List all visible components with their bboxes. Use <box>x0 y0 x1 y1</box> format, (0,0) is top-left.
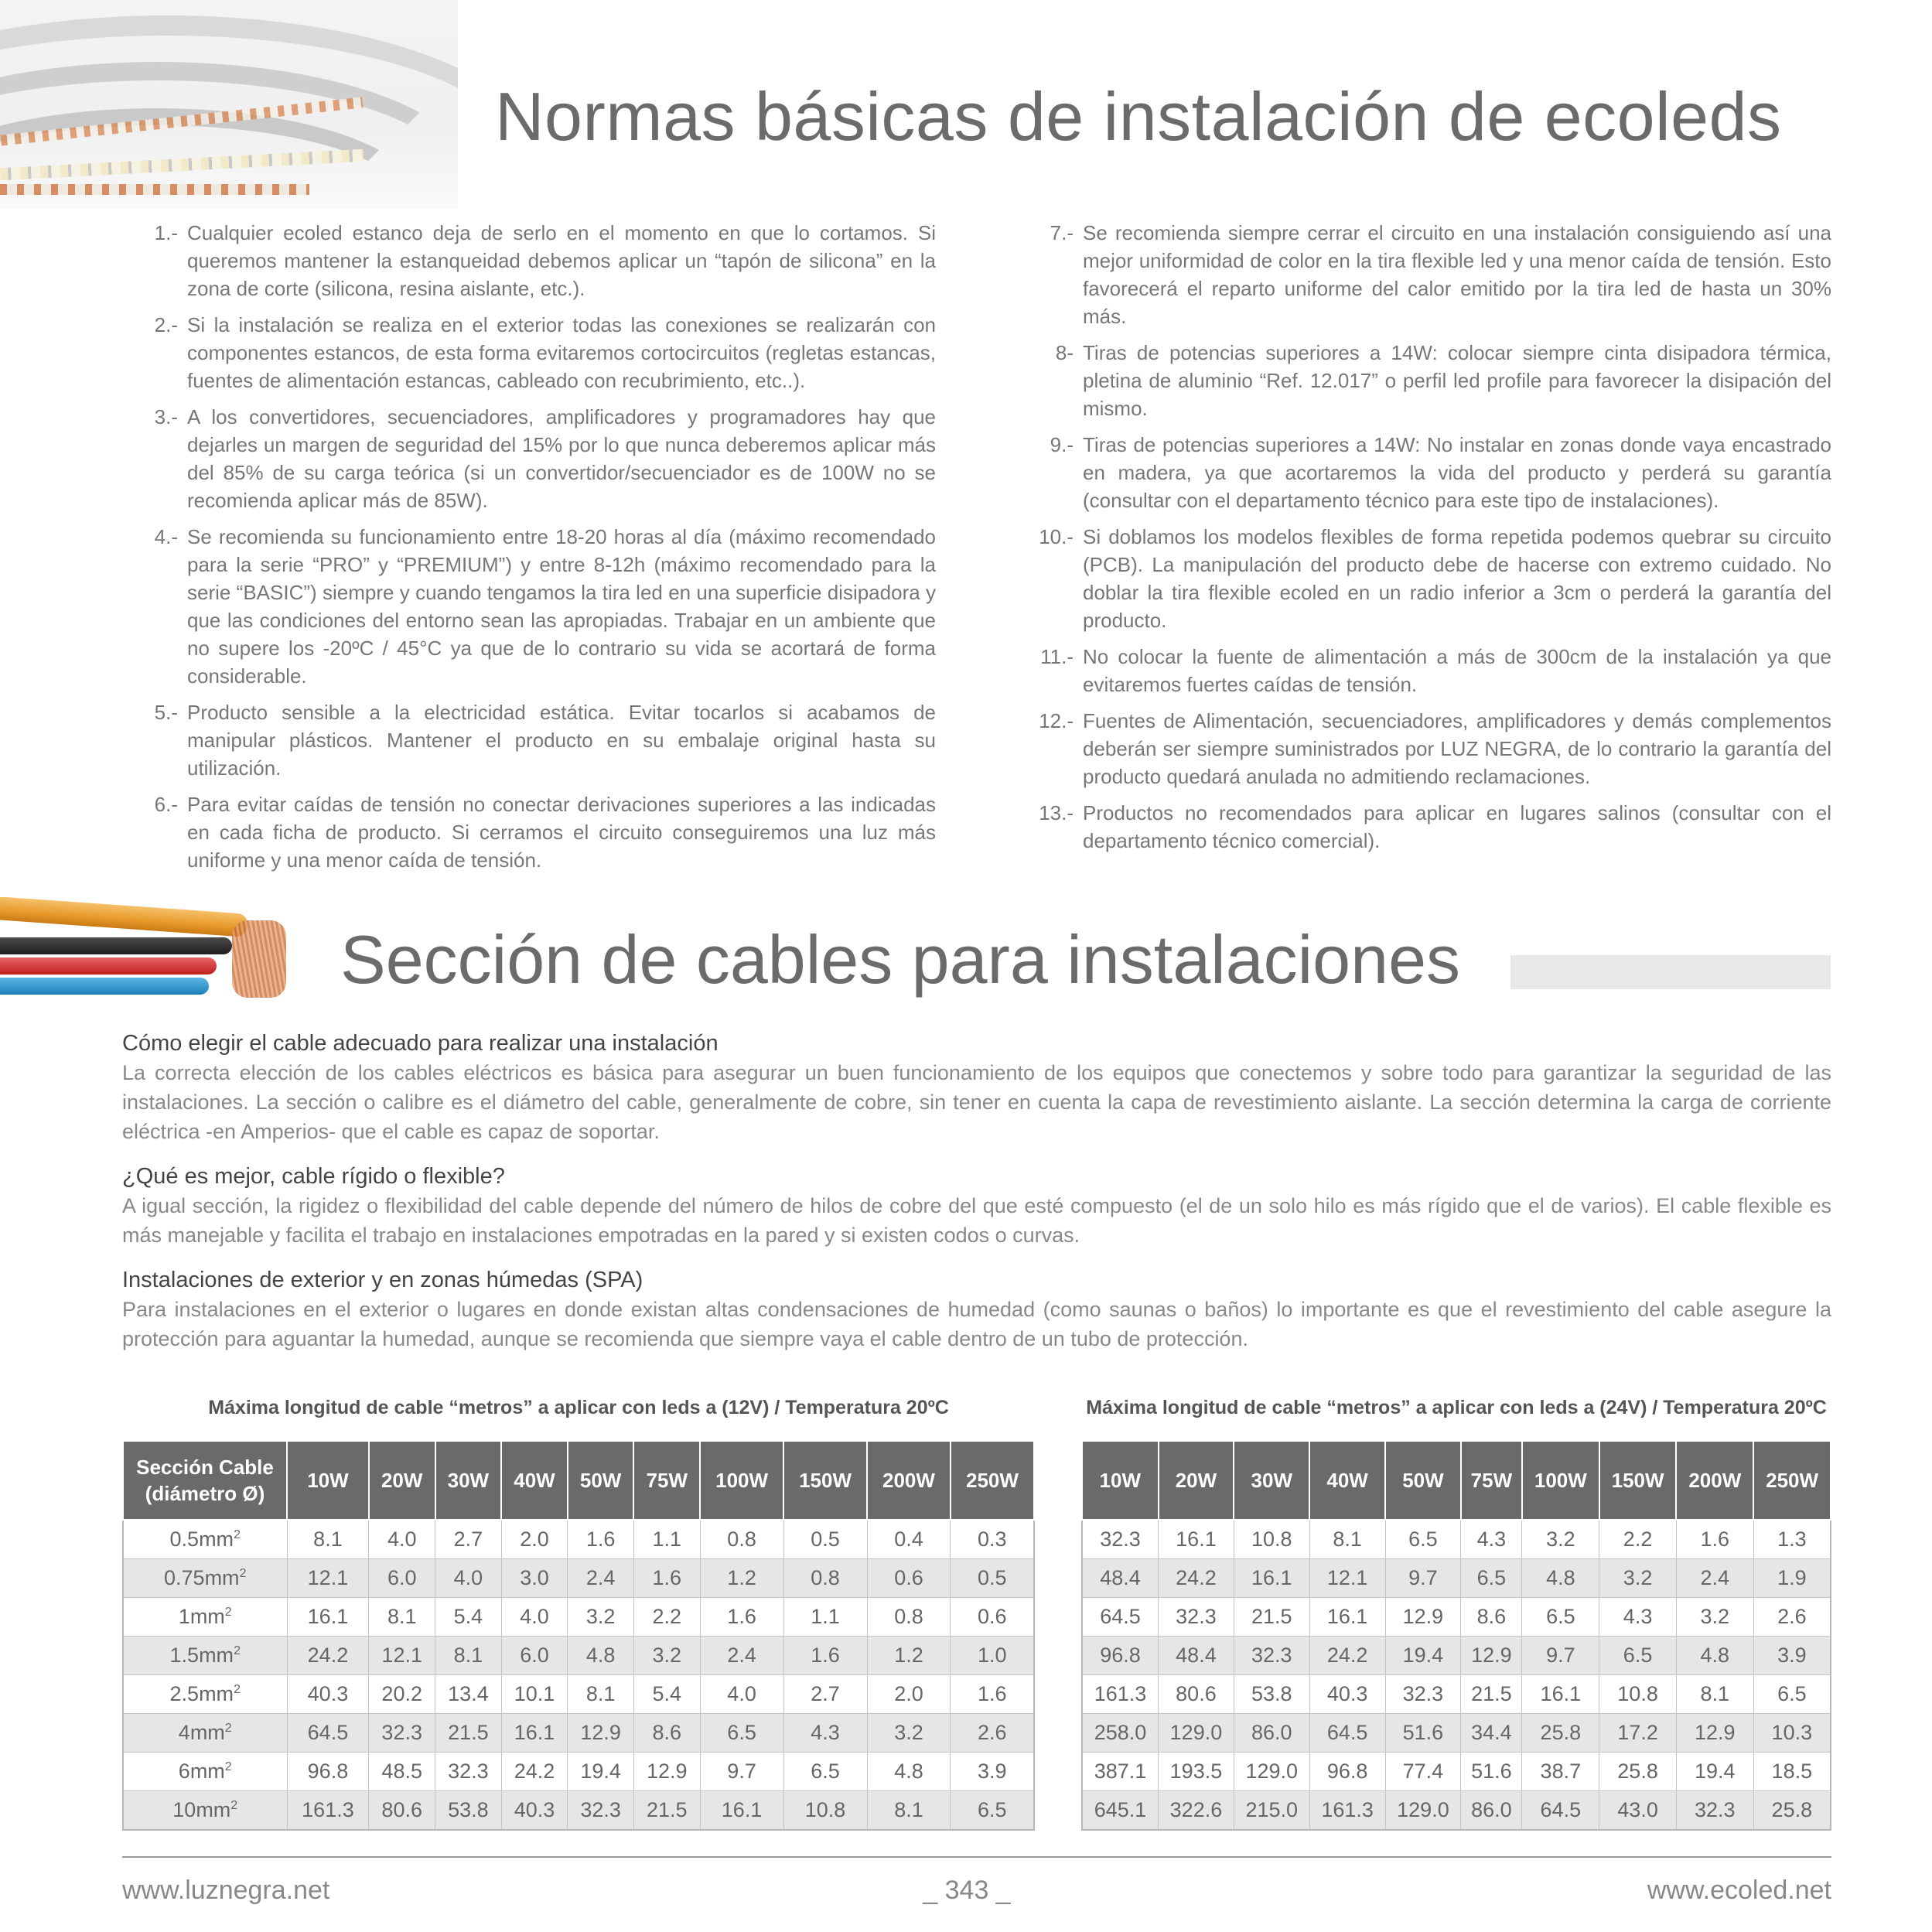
table-cell: 16.1 <box>287 1598 369 1637</box>
table-cell: 2.6 <box>951 1714 1034 1753</box>
table-cell: 32.3 <box>1082 1520 1159 1559</box>
rule-text: Producto sensible a la electricidad estática. Evitar tocarlos si acabamos de manipular plásticos. Mantener el producto en su embalaje original hasta su utilización. <box>187 701 936 780</box>
table-cell: 40.3 <box>1309 1675 1385 1714</box>
table-cell: 77.4 <box>1385 1753 1461 1791</box>
table-cell: 6.5 <box>1461 1559 1522 1598</box>
table-cell: 51.6 <box>1385 1714 1461 1753</box>
table-row <box>123 1791 1034 1831</box>
table-cell: 2.4 <box>568 1559 634 1598</box>
rule-number: 11.- <box>1040 645 1074 668</box>
table-cell: 1.0 <box>951 1637 1034 1675</box>
rules-right-column <box>1019 219 1831 863</box>
column-header: 50W <box>1385 1441 1461 1520</box>
rule-item <box>1019 431 1831 514</box>
cable-image <box>0 897 294 1005</box>
rule-text: Fuentes de Alimentación, secuenciadores, amplificadores y demás complementos deberán ser siempre suministrados por LUZ NEGRA, de lo contrario la garantía del producto quedará anulada no admitiendo reclamaciones. <box>1083 709 1831 788</box>
header-section-cable <box>123 1441 287 1520</box>
table-cell: 0.4 <box>867 1520 951 1559</box>
rule-item <box>124 311 936 394</box>
table-cell: 64.5 <box>1522 1791 1599 1831</box>
table-cell: 16.1 <box>1522 1675 1599 1714</box>
table-cell: 193.5 <box>1159 1753 1234 1791</box>
section-heading: Cómo elegir el cable adecuado para realizar una instalación <box>122 1031 719 1056</box>
table-cell: 10.8 <box>1234 1520 1309 1559</box>
page-number: _ 343 _ <box>923 1876 1011 1905</box>
table-cell: 12.1 <box>287 1559 369 1598</box>
table-cell: 6.5 <box>700 1714 783 1753</box>
table-cell: 4.8 <box>1522 1559 1599 1598</box>
table-cell: 387.1 <box>1082 1753 1159 1791</box>
table-cell: 64.5 <box>287 1714 369 1753</box>
rule-item <box>1019 799 1831 855</box>
table-row <box>1082 1753 1831 1791</box>
table-cell: 1.6 <box>700 1598 783 1637</box>
table-cell: 8.1 <box>1676 1675 1753 1714</box>
table-cell: 4.0 <box>435 1559 502 1598</box>
table-12v <box>122 1440 1035 1831</box>
table-cell: 3.2 <box>1599 1559 1677 1598</box>
rule-number: 1.- <box>154 221 178 244</box>
rule-item <box>124 403 936 514</box>
table-cell: 48.4 <box>1159 1637 1234 1675</box>
table-cell: 43.0 <box>1599 1791 1677 1831</box>
led-strip-image <box>0 0 458 209</box>
table-cell: 32.3 <box>1385 1675 1461 1714</box>
table-cell: 86.0 <box>1234 1714 1309 1753</box>
section-heading: ¿Qué es mejor, cable rígido o flexible? <box>122 1164 505 1189</box>
table-cell: 3.9 <box>951 1753 1034 1791</box>
column-header: 20W <box>1159 1441 1234 1520</box>
unit-superscript: 2 <box>224 1722 232 1735</box>
table-cell: 0.3 <box>951 1520 1034 1559</box>
table-cell: 21.5 <box>1461 1675 1522 1714</box>
table-cell: 3.2 <box>633 1637 700 1675</box>
table-cell: 86.0 <box>1461 1791 1522 1831</box>
column-header: 30W <box>435 1441 502 1520</box>
rule-item <box>1019 523 1831 634</box>
section-label: 2.5mm <box>169 1682 234 1705</box>
rule-item <box>124 698 936 782</box>
row-label-cell <box>123 1637 287 1675</box>
table-cell: 1.2 <box>867 1637 951 1675</box>
table-cell: 51.6 <box>1461 1753 1522 1791</box>
table-cell: 10.3 <box>1753 1714 1831 1753</box>
rule-number: 10.- <box>1039 525 1074 548</box>
table-cell: 96.8 <box>1309 1753 1385 1791</box>
table-cell: 8.1 <box>867 1791 951 1831</box>
rule-item <box>1019 707 1831 790</box>
column-header: 20W <box>369 1441 435 1520</box>
table-row <box>1082 1637 1831 1675</box>
table-cell: 161.3 <box>287 1791 369 1831</box>
footer-divider <box>122 1856 1831 1858</box>
table-cell: 38.7 <box>1522 1753 1599 1791</box>
table-cell: 40.3 <box>287 1675 369 1714</box>
table-cell: 6.5 <box>1522 1598 1599 1637</box>
table-cell: 4.8 <box>568 1637 634 1675</box>
table-row <box>1082 1598 1831 1637</box>
section-label: 1.5mm <box>169 1644 234 1667</box>
table-cell: 4.3 <box>1599 1598 1677 1637</box>
rules-left-column <box>124 219 936 882</box>
table-cell: 53.8 <box>435 1791 502 1831</box>
rule-number: 9.- <box>1050 433 1074 456</box>
table-cell: 13.4 <box>435 1675 502 1714</box>
table-cell: 32.3 <box>1234 1637 1309 1675</box>
rule-number: 3.- <box>154 405 178 428</box>
table-cell: 2.4 <box>1676 1559 1753 1598</box>
column-header: 200W <box>1676 1441 1753 1520</box>
rule-text: Cualquier ecoled estanco deja de serlo en el momento en que lo cortamos. Si queremos mantener la estanqueidad debemos aplicar un “tapón de silicona” en la zona de corte (silicona, resina aislante, etc.). <box>187 221 936 300</box>
rule-text: Se recomienda siempre cerrar el circuito en una instalación consiguiendo así una mejor uniformidad de color en la tira flexible led y una menor caída de tensión. Esto favorecerá el reparto uniforme del calor emitido por la tira led de hasta un 30% más. <box>1083 221 1831 328</box>
table-cell: 8.1 <box>568 1675 634 1714</box>
row-label-cell <box>123 1791 287 1831</box>
table-cell: 25.8 <box>1522 1714 1599 1753</box>
table-cell: 2.2 <box>1599 1520 1677 1559</box>
table-cell: 96.8 <box>1082 1637 1159 1675</box>
table-cell: 34.4 <box>1461 1714 1522 1753</box>
table-cell: 2.2 <box>633 1598 700 1637</box>
rule-item <box>1019 643 1831 698</box>
table-cell: 64.5 <box>1082 1598 1159 1637</box>
section-label: 0.75mm <box>164 1566 240 1589</box>
section-label: 4mm <box>178 1721 225 1744</box>
table-cell: 1.6 <box>568 1520 634 1559</box>
section-body: Para instalaciones en el exterior o lugares en donde existan altas condensaciones de humedad (como saunas o baños) lo importante es que el revestimiento del cable asegure la protección para aguantar la humedad, aunque se recomienda que siempre vaya el cable dentro de un tubo de protección. <box>122 1298 1831 1350</box>
table-cell: 0.5 <box>783 1520 867 1559</box>
rule-item <box>1019 339 1831 422</box>
table-cell: 5.4 <box>435 1598 502 1637</box>
table-cell: 6.5 <box>783 1753 867 1791</box>
table-row <box>1082 1520 1831 1559</box>
table-cell: 8.1 <box>1309 1520 1385 1559</box>
section-label: 6mm <box>178 1760 225 1783</box>
table-cell: 12.9 <box>1461 1637 1522 1675</box>
title-decoration-bar <box>1510 955 1831 989</box>
table-cell: 16.1 <box>501 1714 568 1753</box>
table-cell: 6.5 <box>951 1791 1034 1831</box>
rule-item <box>124 219 936 302</box>
column-header: 200W <box>867 1441 951 1520</box>
row-label-cell <box>123 1520 287 1559</box>
table-cell: 21.5 <box>1234 1598 1309 1637</box>
table-cell: 215.0 <box>1234 1791 1309 1831</box>
table-row <box>123 1637 1034 1675</box>
column-header: 100W <box>700 1441 783 1520</box>
table-cell: 12.9 <box>1676 1714 1753 1753</box>
unit-superscript: 2 <box>234 1683 241 1696</box>
table-row <box>123 1598 1034 1637</box>
table-row <box>123 1520 1034 1559</box>
header-line1: Sección Cable <box>136 1456 274 1479</box>
column-header: 150W <box>1599 1441 1677 1520</box>
table-cell: 32.3 <box>568 1791 634 1831</box>
rule-number: 13.- <box>1039 801 1074 824</box>
table-cell: 161.3 <box>1082 1675 1159 1714</box>
rule-number: 7.- <box>1050 221 1074 244</box>
table-cell: 161.3 <box>1309 1791 1385 1831</box>
column-header: 10W <box>287 1441 369 1520</box>
table-cell: 16.1 <box>1309 1598 1385 1637</box>
table-row <box>123 1675 1034 1714</box>
table-cell: 64.5 <box>1309 1714 1385 1753</box>
table-cell: 258.0 <box>1082 1714 1159 1753</box>
section-choose-cable <box>122 1029 1831 1146</box>
table-cell: 4.0 <box>501 1598 568 1637</box>
table-cell: 6.5 <box>1753 1675 1831 1714</box>
unit-superscript: 2 <box>224 1760 232 1773</box>
table-cell: 32.3 <box>1676 1791 1753 1831</box>
table-cell: 6.5 <box>1385 1520 1461 1559</box>
table-cell: 1.1 <box>783 1598 867 1637</box>
rule-item <box>1019 219 1831 330</box>
rule-text: Tiras de potencias superiores a 14W: No instalar en zonas donde vaya encastrado en madera, ya que acortaremos la vida del producto y perderá su garantía (consultar con el departamento técnico para este tipo de instalaciones). <box>1083 433 1831 512</box>
table-cell: 2.6 <box>1753 1598 1831 1637</box>
table-cell: 19.4 <box>568 1753 634 1791</box>
table-cell: 0.8 <box>700 1520 783 1559</box>
section-body: La correcta elección de los cables eléctricos es básica para asegurar un buen funcionamiento de los equipos que conectemos y sobre todo para garantizar la seguridad de las instalaciones. La sección o calibre es el diámetro del cable, generalmente de cobre, sin tener en cuenta la capa de revestimiento aislante. La sección determina la carga de corriente eléctrica -en Amperios- que el cable es capaz de soportar. <box>122 1061 1831 1143</box>
row-label-cell <box>123 1598 287 1637</box>
table-row <box>1082 1714 1831 1753</box>
table-cell: 96.8 <box>287 1753 369 1791</box>
table-cell: 32.3 <box>435 1753 502 1791</box>
table-cell: 19.4 <box>1385 1637 1461 1675</box>
unit-superscript: 2 <box>234 1644 241 1657</box>
footer-link-luznegra[interactable]: www.luznegra.net <box>122 1876 330 1905</box>
column-header: 30W <box>1234 1441 1309 1520</box>
rule-text: Productos no recomendados para aplicar en lugares salinos (consultar con el departamento técnico comercial). <box>1083 801 1831 852</box>
column-header: 40W <box>501 1441 568 1520</box>
table-cell: 10.1 <box>501 1675 568 1714</box>
table-cell: 16.1 <box>1159 1520 1234 1559</box>
table-cell: 1.9 <box>1753 1559 1831 1598</box>
table-cell: 24.2 <box>1309 1637 1385 1675</box>
table-cell: 48.4 <box>1082 1559 1159 1598</box>
table-cell: 129.0 <box>1385 1791 1461 1831</box>
table-cell: 3.2 <box>1676 1598 1753 1637</box>
table-cell: 2.7 <box>783 1675 867 1714</box>
table-row <box>123 1714 1034 1753</box>
column-header: 75W <box>633 1441 700 1520</box>
table-cell: 8.1 <box>435 1637 502 1675</box>
table-cell: 0.8 <box>867 1598 951 1637</box>
row-label-cell <box>123 1753 287 1791</box>
table-cell: 12.9 <box>568 1714 634 1753</box>
page-title: Normas básicas de instalación de ecoleds <box>495 78 1782 155</box>
table-cell: 2.0 <box>867 1675 951 1714</box>
rule-text: Se recomienda su funcionamiento entre 18-20 horas al día (máximo recomendado para la serie “PRO” y “PREMIUM”) y entre 8-12h (máximo recomendado para la serie “BASIC”) siempre y cuando tengamos la tira led en una superficie disipadora y que las condiciones del entorno sean las apropiadas. Trabajar en un ambiente que no supere los -20ºC / 45°C ya que de lo contrario su vida se acortará de forma considerable. <box>187 525 936 688</box>
table-cell: 5.4 <box>633 1675 700 1714</box>
table-cell: 24.2 <box>287 1637 369 1675</box>
rule-text: Si la instalación se realiza en el exterior todas las conexiones se realizarán con componentes estancos, de esta forma evitaremos cortocircuitos (regletas estancas, fuentes de alimentación estancas, cableado con recubrimiento, etc..). <box>187 313 936 392</box>
table-cell: 2.0 <box>501 1520 568 1559</box>
table-cell: 3.0 <box>501 1559 568 1598</box>
rule-text: No colocar la fuente de alimentación a más de 300cm de la instalación ya que evitaremos fuertes caídas de tensión. <box>1083 645 1831 696</box>
column-header: 10W <box>1082 1441 1159 1520</box>
table-cell: 12.9 <box>1385 1598 1461 1637</box>
table-cell: 0.6 <box>867 1559 951 1598</box>
table-cell: 3.2 <box>568 1598 634 1637</box>
table-24v <box>1081 1440 1831 1831</box>
table-24v-caption: Máxima longitud de cable “metros” a aplicar con leds a (24V) / Temperatura 20ºC <box>1086 1397 1827 1418</box>
footer-link-ecoled[interactable]: www.ecoled.net <box>1647 1876 1831 1905</box>
table-cell: 2.7 <box>435 1520 502 1559</box>
unit-superscript: 2 <box>234 1528 241 1541</box>
table-cell: 4.0 <box>700 1675 783 1714</box>
table-cell: 8.6 <box>633 1714 700 1753</box>
table-cell: 129.0 <box>1159 1714 1234 1753</box>
table-row <box>123 1753 1034 1791</box>
table-cell: 24.2 <box>501 1753 568 1791</box>
table-cell: 645.1 <box>1082 1791 1159 1831</box>
table-cell: 12.1 <box>369 1637 435 1675</box>
column-header: 50W <box>568 1441 634 1520</box>
table-cell: 1.6 <box>633 1559 700 1598</box>
table-cell: 1.6 <box>1676 1520 1753 1559</box>
column-header: 250W <box>1753 1441 1831 1520</box>
table-cell: 21.5 <box>435 1714 502 1753</box>
table-row <box>1082 1559 1831 1598</box>
table-cell: 21.5 <box>633 1791 700 1831</box>
table-cell: 19.4 <box>1676 1753 1753 1791</box>
table-cell: 3.2 <box>1522 1520 1599 1559</box>
rule-item <box>124 790 936 874</box>
table-row <box>1082 1791 1831 1831</box>
table-cell: 24.2 <box>1159 1559 1234 1598</box>
section-rigid-flexible <box>122 1162 1831 1250</box>
table-cell: 8.1 <box>287 1520 369 1559</box>
table-cell: 8.6 <box>1461 1598 1522 1637</box>
table-cell: 4.0 <box>369 1520 435 1559</box>
column-header: 40W <box>1309 1441 1385 1520</box>
table-cell: 16.1 <box>1234 1559 1309 1598</box>
table-cell: 17.2 <box>1599 1714 1677 1753</box>
rule-number: 5.- <box>154 701 178 724</box>
table-cell: 6.0 <box>501 1637 568 1675</box>
column-header: 100W <box>1522 1441 1599 1520</box>
unit-superscript: 2 <box>224 1606 232 1619</box>
column-header: 150W <box>783 1441 867 1520</box>
rule-text: A los convertidores, secuenciadores, amplificadores y programadores hay que dejarles un margen de seguridad del 15% por lo que nunca deberemos aplicar más del 85% de su carga teórica (si un convertidor/secuenciador es de 100W no se recomienda aplicar más de 85W). <box>187 405 936 512</box>
table-cell: 1.6 <box>783 1637 867 1675</box>
rule-number: 6.- <box>154 793 178 816</box>
rule-number: 8- <box>1055 341 1074 364</box>
table-cell: 1.6 <box>951 1675 1034 1714</box>
column-header: 75W <box>1461 1441 1522 1520</box>
table-cell: 0.5 <box>951 1559 1034 1598</box>
table-cell: 1.2 <box>700 1559 783 1598</box>
section-heading: Instalaciones de exterior y en zonas húmedas (SPA) <box>122 1268 643 1292</box>
table-row <box>1082 1675 1831 1714</box>
table-cell: 0.6 <box>951 1598 1034 1637</box>
table-cell: 25.8 <box>1753 1791 1831 1831</box>
rule-text: Tiras de potencias superiores a 14W: colocar siempre cinta disipadora térmica, pletina de aluminio “Ref. 12.017” o perfil led profile para favorecer la disipación del mismo. <box>1083 341 1831 420</box>
table-cell: 12.1 <box>1309 1559 1385 1598</box>
row-label-cell <box>123 1559 287 1598</box>
table-cell: 1.3 <box>1753 1520 1831 1559</box>
section-title-cables: Sección de cables para instalaciones <box>340 921 1461 998</box>
table-cell: 1.1 <box>633 1520 700 1559</box>
rule-text: Para evitar caídas de tensión no conectar derivaciones superiores a las indicadas en cada ficha de producto. Si cerramos el circuito conseguiremos una luz más uniforme y una menor caída de tensión. <box>187 793 936 872</box>
section-outdoor-humid <box>122 1265 1831 1353</box>
row-label-cell <box>123 1675 287 1714</box>
table-cell: 12.9 <box>633 1753 700 1791</box>
table-cell: 16.1 <box>700 1791 783 1831</box>
table-cell: 322.6 <box>1159 1791 1234 1831</box>
table-cell: 0.8 <box>783 1559 867 1598</box>
header-line2: (diámetro Ø) <box>145 1482 265 1505</box>
table-cell: 6.5 <box>1599 1637 1677 1675</box>
table-cell: 3.9 <box>1753 1637 1831 1675</box>
table-cell: 3.2 <box>867 1714 951 1753</box>
rule-item <box>124 523 936 690</box>
rule-number: 2.- <box>154 313 178 336</box>
table-cell: 6.0 <box>369 1559 435 1598</box>
table-cell: 80.6 <box>1159 1675 1234 1714</box>
unit-superscript: 2 <box>239 1567 247 1580</box>
table-cell: 20.2 <box>369 1675 435 1714</box>
row-label-cell <box>123 1714 287 1753</box>
rule-text: Si doblamos los modelos flexibles de forma repetida podemos quebrar su circuito (PCB). La manipulación del producto debe de hacerse con extremo cuidado. No doblar la tira flexible ecoled en un radio inferior a 3cm o perderá la garantía del producto. <box>1083 525 1831 632</box>
table-cell: 32.3 <box>1159 1598 1234 1637</box>
table-cell: 9.7 <box>1522 1637 1599 1675</box>
table-cell: 10.8 <box>1599 1675 1677 1714</box>
table-cell: 8.1 <box>369 1598 435 1637</box>
table-row <box>123 1559 1034 1598</box>
section-label: 1mm <box>178 1605 225 1628</box>
table-12v-caption: Máxima longitud de cable “metros” a aplicar con leds a (12V) / Temperatura 20ºC <box>208 1397 949 1418</box>
table-cell: 48.5 <box>369 1753 435 1791</box>
table-cell: 4.8 <box>867 1753 951 1791</box>
table-cell: 4.8 <box>1676 1637 1753 1675</box>
unit-superscript: 2 <box>230 1799 238 1812</box>
table-cell: 40.3 <box>501 1791 568 1831</box>
table-cell: 32.3 <box>369 1714 435 1753</box>
table-cell: 9.7 <box>1385 1559 1461 1598</box>
section-label: 10mm <box>172 1798 231 1821</box>
rule-number: 12.- <box>1039 709 1074 732</box>
table-cell: 129.0 <box>1234 1753 1309 1791</box>
section-label: 0.5mm <box>169 1528 234 1551</box>
section-body: A igual sección, la rigidez o flexibilidad del cable depende del número de hilos de cobre del que esté compuesto (el de un solo hilo es más rígido que el de varios). El cable flexible es más manejable y facilita el trabajo en instalaciones empotradas en la pared y si existen codos o curvas. <box>122 1194 1831 1247</box>
table-cell: 18.5 <box>1753 1753 1831 1791</box>
table-cell: 25.8 <box>1599 1753 1677 1791</box>
table-cell: 2.4 <box>700 1637 783 1675</box>
table-cell: 4.3 <box>783 1714 867 1753</box>
rule-number: 4.- <box>154 525 178 548</box>
table-cell: 80.6 <box>369 1791 435 1831</box>
table-cell: 10.8 <box>783 1791 867 1831</box>
column-header: 250W <box>951 1441 1034 1520</box>
table-cell: 9.7 <box>700 1753 783 1791</box>
table-cell: 53.8 <box>1234 1675 1309 1714</box>
table-cell: 4.3 <box>1461 1520 1522 1559</box>
